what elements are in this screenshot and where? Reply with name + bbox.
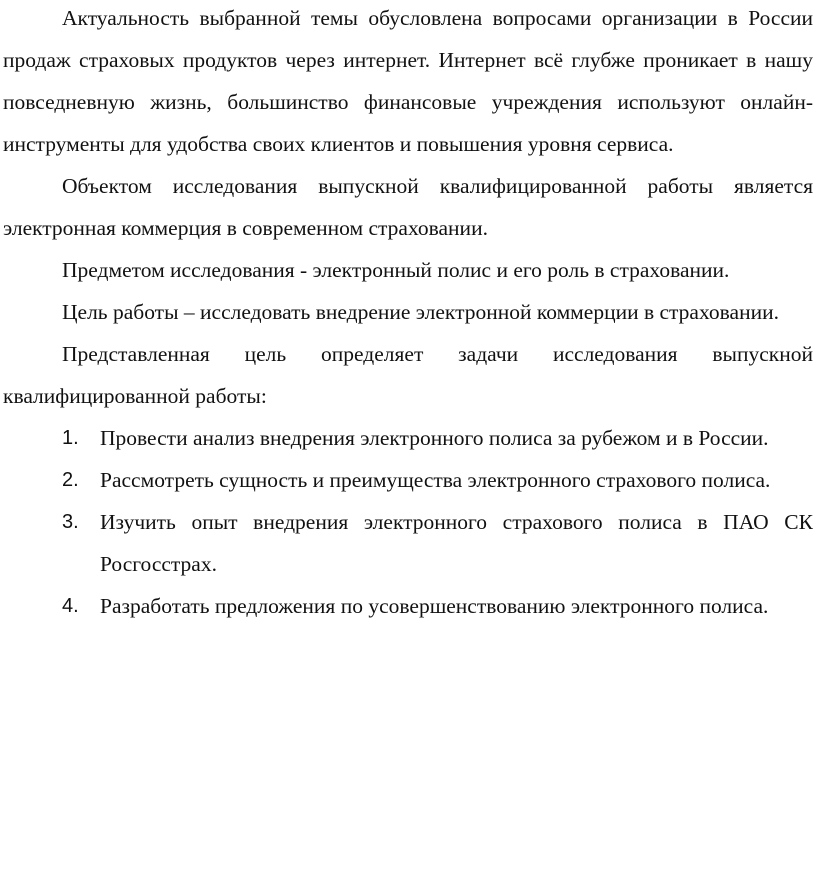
list-number: 2. <box>62 469 79 491</box>
paragraph-subject: Предметом исследования - электронный полис и его роль в страховании. <box>62 258 730 282</box>
list-item <box>3 585 813 627</box>
paragraph-object: Объектом исследования выпускной квалифицированной работы является электронная коммерция в современном страховании. <box>3 174 813 240</box>
list-item <box>3 459 813 501</box>
list-item <box>3 417 813 459</box>
paragraph-tasks-intro: Представленная цель определяет задачи исследования выпускной квалифицированной работы: <box>3 342 813 408</box>
list-item <box>3 501 813 585</box>
list-number: 3. <box>62 511 79 533</box>
list-number: 1. <box>62 427 79 449</box>
tasks-list <box>3 417 813 627</box>
list-item-text: Разработать предложения по усовершенствованию электронного полиса. <box>100 594 769 618</box>
list-item-text: Изучить опыт внедрения электронного страхового полиса в ПАО СК Росгосстрах. <box>100 510 813 576</box>
list-item-text: Рассмотреть сущность и преимущества электронного страхового полиса. <box>100 468 771 492</box>
list-number: 4. <box>62 595 79 617</box>
list-item-text: Провести анализ внедрения электронного полиса за рубежом и в России. <box>100 426 769 450</box>
paragraph-relevance: Актуальность выбранной темы обусловлена вопросами организации в России продаж страховых продуктов через интернет. Интернет всё глубже проникает в нашу повседневную жизнь, большинство финансовые учреждения используют онлайн-инструменты для удобства своих клиентов и повышения уровня сервиса. <box>3 6 813 156</box>
paragraph-goal: Цель работы – исследовать внедрение электронной коммерции в страховании. <box>62 300 779 324</box>
